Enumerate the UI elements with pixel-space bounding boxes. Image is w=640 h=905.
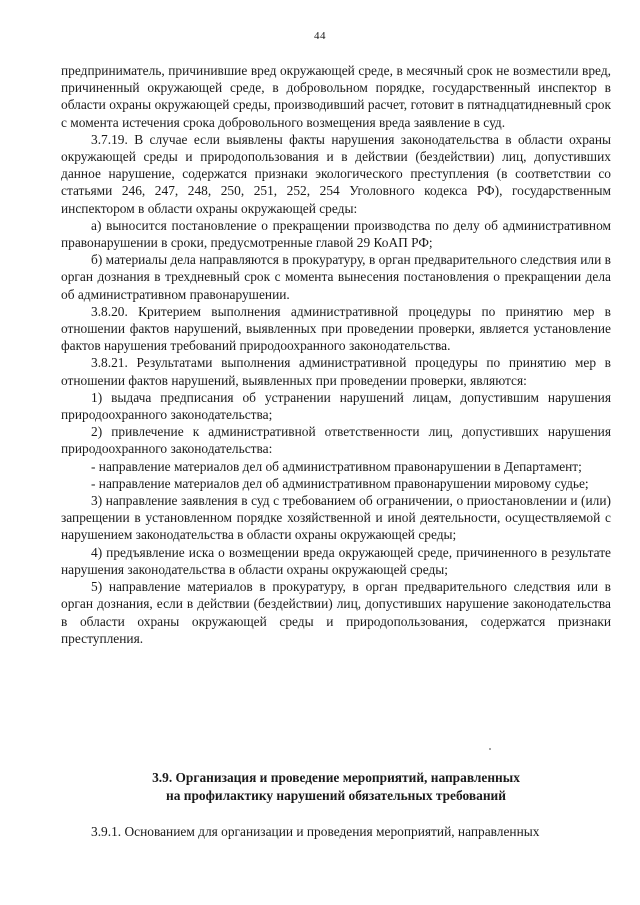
paragraph-item-1: 1) выдача предписания об устранении нарушений лицам, допустившим нарушения природоохранного законодательства;	[61, 389, 611, 423]
paragraph-continuation: предприниматель, причинившие вред окружающей среде, в месячный срок не возместили вред, причиненный окружающей среде, в добровольном порядке, государственный инспектор в области охраны окружающей среды, производивший расчет, готовит в пятнадцатидневный срок с момента истечения срока добровольного возмещения вреда заявление в суд.	[61, 63, 611, 130]
scan-speck	[489, 748, 491, 750]
paragraph-item-b: б) материалы дела направляются в прокуратуру, в орган предварительного следствия или в орган дознания в трехдневный срок с момента вынесения постановления о прекращении дела об административном правонарушении.	[61, 252, 611, 302]
section-heading-line-2: на профилактику нарушений обязательных требований	[166, 788, 506, 803]
section-heading-line-1: 3.9. Организация и проведение мероприятий, направленных	[152, 770, 520, 785]
paragraph-3-8-20: 3.8.20. Критерием выполнения административной процедуры по принятию мер в отношении фактов нарушений, выявленных при проведении проверки, является установление фактов нарушения требований природоохранного законодательства.	[61, 303, 611, 354]
body-text	[61, 62, 611, 647]
paragraph-item-5: 5) направление материалов в прокуратуру, в орган предварительного следствия или в орган дознания, если в действии (бездействии) лиц, допустивших нарушение законодательства в области охраны окружающей среды и природопользования, содержатся признаки преступления.	[61, 579, 611, 646]
paragraph-3-9-1: 3.9.1. Основанием для организации и проведения мероприятий, направленных	[91, 824, 540, 839]
paragraph-item-2: 2) привлечение к административной ответственности лиц, допустивших нарушения природоохранного законодательства:	[61, 424, 611, 457]
paragraph-dash-magistrate: - направление материалов дел об административном правонарушении мировому судье;	[91, 475, 589, 491]
page-number: 44	[314, 30, 326, 42]
paragraph-dash-department: - направление материалов дел об административном правонарушении в Департамент;	[91, 458, 582, 474]
paragraph-item-3: 3) направление заявления в суд с требованием об ограничении, о приостановлении и (или) запрещении в установленном порядке хозяйственной и иной деятельности, осуществляемой с нарушением законодательства в области охраны окружающей среды;	[61, 493, 611, 543]
paragraph-3-7-19: 3.7.19. В случае если выявлены факты нарушения законодательства в области охраны окружающей среды и природопользования и в действии (бездействии) лиц, допустивших данное нарушение, содержатся признаки экологического преступления (в соответствии со статьями 246, 247, 248, 250, 251, 252, 254 Уголовного кодекса РФ), государственным инспектором в области охраны окружающей среды:	[61, 131, 611, 216]
paragraph-item-a: а) выносится постановление о прекращении производства по делу об административном правонарушении в сроки, предусмотренные главой 29 КоАП РФ;	[61, 217, 611, 251]
paragraph-3-8-21: 3.8.21. Результатами выполнения административной процедуры по принятию мер в отношении фактов нарушений, выявленных при проведении проверки, являются:	[61, 355, 611, 388]
paragraph-item-4: 4) предъявление иска о возмещении вреда окружающей среде, причиненного в результате нарушения законодательства в области охраны окружающей среды;	[61, 544, 611, 577]
section-heading	[61, 769, 611, 805]
